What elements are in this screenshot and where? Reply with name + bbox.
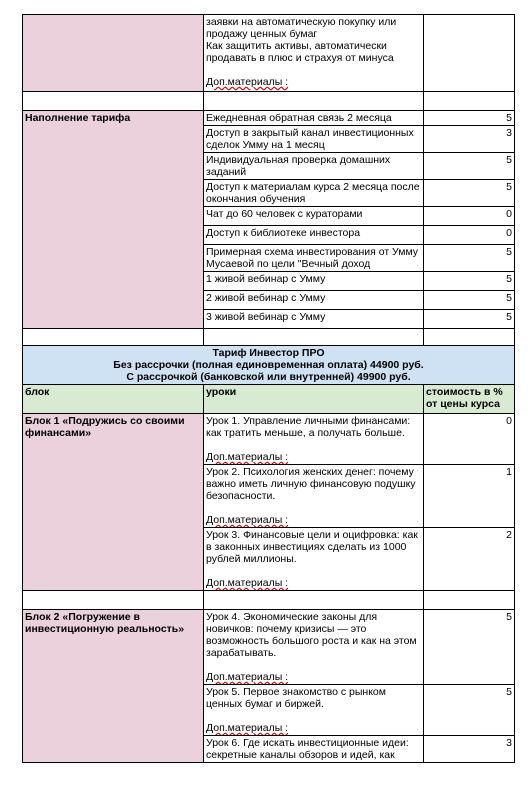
lesson-line: Урок 5. Первое знакомство с рынком xyxy=(206,686,386,698)
lesson-cell[interactable] xyxy=(204,610,424,685)
tariff-item[interactable] xyxy=(204,245,424,272)
lesson-cell[interactable] xyxy=(204,15,424,92)
lesson-cost[interactable]: 5 xyxy=(424,610,515,685)
lesson-cell[interactable] xyxy=(204,414,424,465)
table-row xyxy=(23,414,515,465)
lesson-line: зарабатывать. xyxy=(206,647,277,659)
lesson-cost[interactable]: 0 xyxy=(424,414,515,465)
lesson-line: важно иметь личную финансовую подушку xyxy=(206,478,416,490)
tariff-item[interactable] xyxy=(204,272,424,291)
tariff-item[interactable] xyxy=(204,153,424,180)
tariff-item-value[interactable]: 5 xyxy=(424,272,515,291)
tariff-item-value[interactable]: 5 xyxy=(424,153,515,180)
lesson-line: рублей миллионы. xyxy=(206,553,297,565)
lesson-cost[interactable]: 3 xyxy=(424,736,515,763)
extra-materials-label: Доп.материалы : xyxy=(206,722,289,734)
column-header-block: блок xyxy=(23,385,204,414)
lesson-cost[interactable]: 2 xyxy=(424,528,515,591)
tariff-item-text: Мусаевой по цели "Вечный доход xyxy=(206,258,371,270)
lesson-cell[interactable] xyxy=(204,465,424,528)
lesson-cell[interactable] xyxy=(204,736,424,763)
extra-materials-label: Доп.материалы : xyxy=(206,451,289,463)
extra-materials-label: Доп.материалы : xyxy=(206,76,289,88)
tariff-pro-title: Тариф Инвестор ПРО xyxy=(212,347,325,359)
lesson-line: Как защитить активы, автоматически xyxy=(206,40,387,52)
spreadsheet xyxy=(22,14,514,763)
lesson-line: новичков: почему кризисы — это xyxy=(206,623,367,635)
tariff-item[interactable] xyxy=(204,207,424,226)
tariff-contents-label: Наполнение тарифа xyxy=(23,111,204,329)
tariff-pro-price-installment: С рассрочкой (банковской или внутренней) 49900 руб. xyxy=(126,371,411,383)
tariff-pro-price-full: Без рассрочки (полная единовременная оплата) 44900 руб. xyxy=(113,359,424,371)
tariff-pro-header xyxy=(23,346,515,385)
course-table xyxy=(22,14,515,763)
tariff-item-text: 1 живой вебинар с Умму xyxy=(206,273,326,285)
lesson-line: как тратить меньше, а получать больше. xyxy=(206,427,405,439)
tariff-item[interactable] xyxy=(204,291,424,310)
tariff-item[interactable] xyxy=(204,310,424,329)
tariff-item-value[interactable]: 0 xyxy=(424,226,515,245)
tariff-item-text: 3 живой вебинар с Умму xyxy=(206,311,326,323)
table-row xyxy=(23,111,515,126)
lesson-line: безопасности. xyxy=(206,490,276,502)
tariff-item-value[interactable]: 5 xyxy=(424,245,515,272)
tariff-item-text: Индивидуальная проверка домашних xyxy=(206,154,391,166)
extra-materials-label: Доп.материалы : xyxy=(206,514,289,526)
lesson-line: продавать в плюс и страхуя от минуса xyxy=(206,52,394,64)
lesson-line: Урок 2. Психология женских денег: почему xyxy=(206,466,414,478)
tariff-item-value[interactable]: 5 xyxy=(424,291,515,310)
tariff-item-text: Доступ к библиотеке инвестора xyxy=(206,227,361,239)
block-title: Блок 2 «Погружение в инвестиционную реальность» xyxy=(23,610,204,763)
lesson-line: секретные каналы обзоров и идей, как xyxy=(206,749,395,761)
extra-materials-label: Доп.материалы : xyxy=(206,671,289,683)
lesson-line: Урок 3. Финансовые цели и оцифровка: как xyxy=(206,529,418,541)
tariff-item-text: Доступ в закрытый канал инвестиционных xyxy=(206,127,414,139)
tariff-item-text: Примерная схема инвестирования от Умму xyxy=(206,246,419,258)
tariff-item-value[interactable]: 0 xyxy=(424,207,515,226)
lesson-line: Урок 6. Где искать инвестиционные идеи: xyxy=(206,737,409,749)
lesson-line: ценных бумаг и биржей. xyxy=(206,698,324,710)
column-header-cost: стоимость в % от цены курса xyxy=(424,385,515,414)
tariff-item-text: Ежедневная обратная связь 2 месяца xyxy=(206,112,392,124)
lesson-cell[interactable] xyxy=(204,685,424,736)
table-row xyxy=(23,610,515,685)
lesson-line: возможность большого роста и как на этом xyxy=(206,635,417,647)
lesson-line: в законных инвестициях сделать из 1000 xyxy=(206,541,407,553)
lesson-cost[interactable]: 1 xyxy=(424,465,515,528)
spacer-row xyxy=(23,591,515,610)
tariff-item-text: 2 живой вебинар с Умму xyxy=(206,292,326,304)
tariff-item[interactable] xyxy=(204,126,424,153)
tariff-item-value[interactable]: 5 xyxy=(424,310,515,329)
cost-cell[interactable] xyxy=(424,15,515,92)
tariff-item-text: сделок Умму на 1 месяц xyxy=(206,139,325,151)
block-cell xyxy=(23,15,204,92)
table-row xyxy=(23,15,515,92)
lesson-cell[interactable] xyxy=(204,528,424,591)
column-header-lessons: уроки xyxy=(204,385,424,414)
tariff-item-text: Доступ к материалам курса 2 месяца после xyxy=(206,181,420,193)
lesson-line: заявки на автоматическую покупку или xyxy=(206,16,397,28)
tariff-item[interactable] xyxy=(204,111,424,126)
table-row xyxy=(23,346,515,385)
extra-materials-label: Доп.материалы : xyxy=(206,577,289,589)
tariff-item-value[interactable]: 5 xyxy=(424,111,515,126)
tariff-item-text: Чат до 60 человек с кураторами xyxy=(206,208,363,220)
tariff-item[interactable] xyxy=(204,226,424,245)
lesson-line: продажу ценных бумаг xyxy=(206,28,318,40)
block-title: Блок 1 «Подружись со своими финансами» xyxy=(23,414,204,591)
tariff-item[interactable] xyxy=(204,180,424,207)
spacer-row xyxy=(23,329,515,346)
tariff-item-value[interactable]: 3 xyxy=(424,126,515,153)
spacer-row xyxy=(23,92,515,111)
lesson-cost[interactable]: 5 xyxy=(424,685,515,736)
lesson-line: Урок 4. Экономические законы для xyxy=(206,611,378,623)
tariff-item-text: заданий xyxy=(206,166,247,178)
tariff-item-value[interactable]: 5 xyxy=(424,180,515,207)
tariff-item-text: окончания обучения xyxy=(206,193,306,205)
table-header-row xyxy=(23,385,515,414)
lesson-line: Урок 1. Управление личными финансами: xyxy=(206,415,411,427)
